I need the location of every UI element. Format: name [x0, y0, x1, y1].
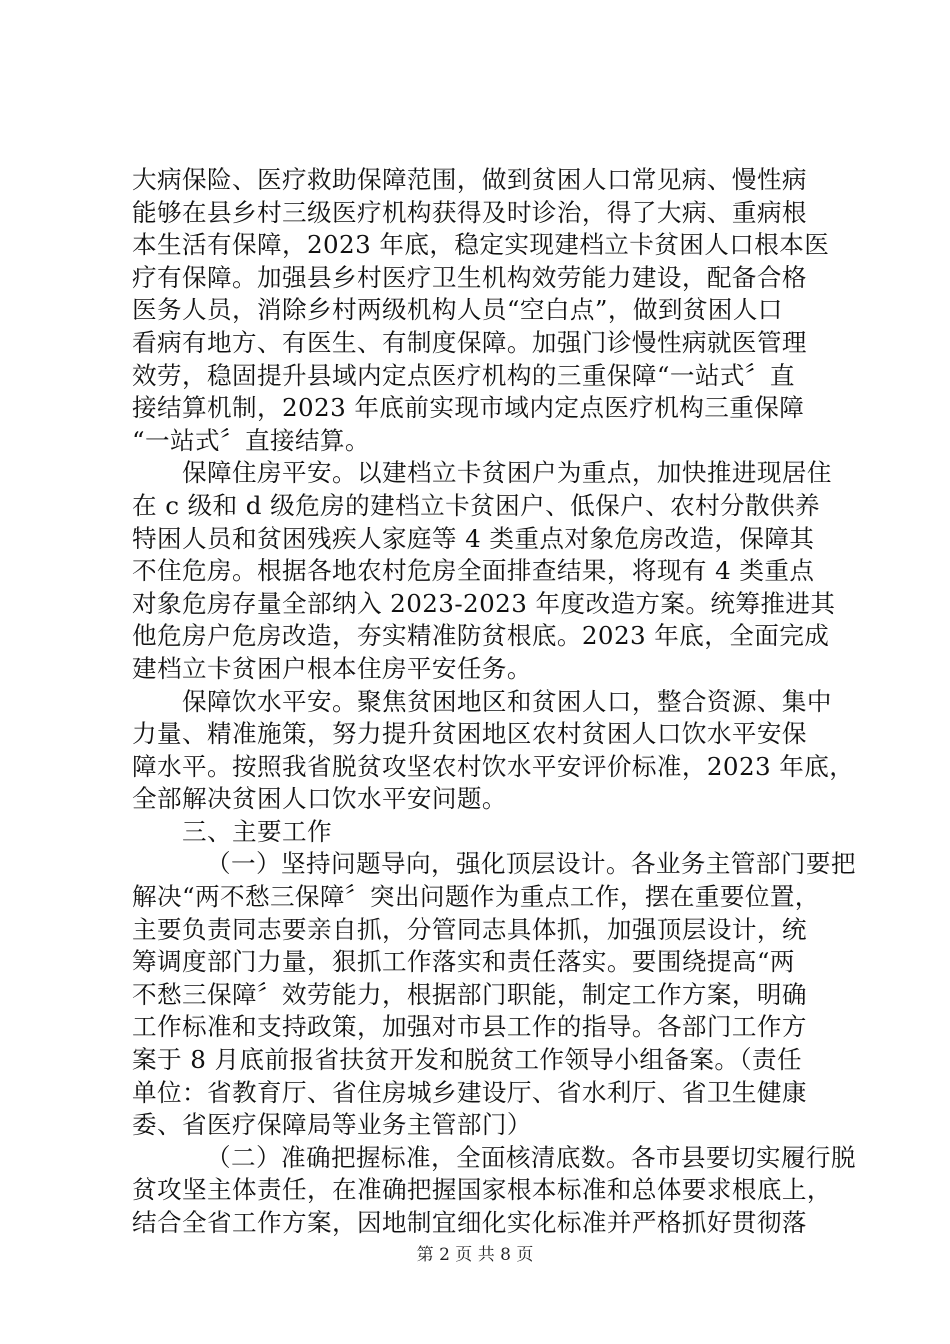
text-line: 委、省医疗保障局等业务主管部门） [132, 1110, 532, 1140]
text-line: 看病有地方、有医生、有制度保障。加强门诊慢性病就医管理 [132, 327, 807, 357]
text-line: 效劳，稳固提升县域内定点医疗机构的三重保障“一站式〞直 [132, 360, 795, 390]
section-standards [132, 1142, 856, 1240]
text-line: （一）坚持问题导向，强化顶层设计。各业务主管部门要把 [206, 849, 856, 879]
text-line: 他危房户危房改造，夯实精准防贫根底。2023 年底，全面完成 [132, 621, 830, 651]
text-line: 障水平。按照我省脱贫攻坚农村饮水平安评价标准，2023 年底， [132, 751, 855, 781]
text-line: 建档立卡贫困户根本住房平安任务。 [132, 653, 532, 683]
section-heading-main-work: 三、主要工作 [182, 816, 332, 846]
text-line: 全部解决贫困人口饮水平安问题。 [132, 784, 507, 814]
text-line: 在 c 级和 d 级危房的建档立卡贫困户、低保户、农村分散供养 [132, 490, 821, 520]
text-line: 筹调度部门力量，狠抓工作落实和责任落实。要围绕提高“两 [132, 947, 795, 977]
paragraph-medical-security [132, 164, 832, 457]
page-number-footer: 第 2 页 共 8 页 [416, 1245, 534, 1265]
text-line: 主要负责同志要亲自抓，分管同志具体抓，加强顶层设计，统 [132, 914, 807, 944]
text-line: （二）准确把握标准，全面核清底数。各市县要切实履行脱 [206, 1142, 856, 1172]
text-line: 对象危房存量全部纳入 2023-2023 年度改造方案。统筹推进其 [132, 588, 836, 618]
text-line: 特困人员和贫困残疾人家庭等 4 类重点对象危房改造，保障其 [132, 523, 815, 553]
paragraph-housing-security [132, 457, 836, 685]
text-line: 单位：省教育厅、省住房城乡建设厅、省水利厅、省卫生健康 [132, 1077, 807, 1107]
text-line: 力量、精准施策，努力提升贫困地区农村贫困人口饮水平安保 [132, 719, 807, 749]
text-line: 解决“两不愁三保障〞突出问题作为重点工作，摆在重要位置， [132, 882, 820, 912]
text-line: 案于 8 月底前报省扶贫开发和脱贫工作领导小组备案。（责任 [132, 1045, 803, 1075]
text-line: 结合全省工作方案，因地制宜细化实化标准并严格抓好贯彻落 [132, 1208, 807, 1237]
text-line: 疗有保障。加强县乡村医疗卫生机构效劳能力建设，配备合格 [132, 262, 807, 292]
text-line: 保障饮水平安。聚焦贫困地区和贫困人口，整合资源、集中 [182, 686, 832, 716]
text-line: 大病保险、医疗救助保障范围，做到贫困人口常见病、慢性病 [132, 165, 807, 194]
text-line: 工作标准和支持政策，加强对市县工作的指导。各部门工作方 [132, 1012, 807, 1042]
text-line: 能够在县乡村三级医疗机构获得及时诊治，得了大病、重病根 [132, 197, 807, 227]
text-line: 医务人员，消除乡村两级机构人员“空白点”，做到贫困人口 [132, 295, 783, 325]
text-line: 不住危房。根据各地农村危房全面排查结果，将现有 4 类重点 [132, 556, 815, 586]
text-line: 不愁三保障〞效劳能力，根据部门职能，制定工作方案，明确 [132, 979, 807, 1009]
section-top-level-design [132, 848, 856, 1141]
document-body [132, 164, 856, 1240]
text-line: 本生活有保障，2023 年底，稳定实现建档立卡贫困人口根本医 [132, 230, 830, 260]
paragraph-water-security [132, 686, 855, 816]
text-line: “一站式〞直接结算。 [132, 425, 370, 455]
text-line: 保障住房平安。以建档立卡贫困户为重点，加快推进现居住 [182, 458, 832, 488]
text-line: 接结算机制，2023 年底前实现市域内定点医疗机构三重保障 [132, 393, 805, 423]
text-line: 贫攻坚主体责任，在准确把握国家根本标准和总体要求根底上， [132, 1175, 832, 1205]
